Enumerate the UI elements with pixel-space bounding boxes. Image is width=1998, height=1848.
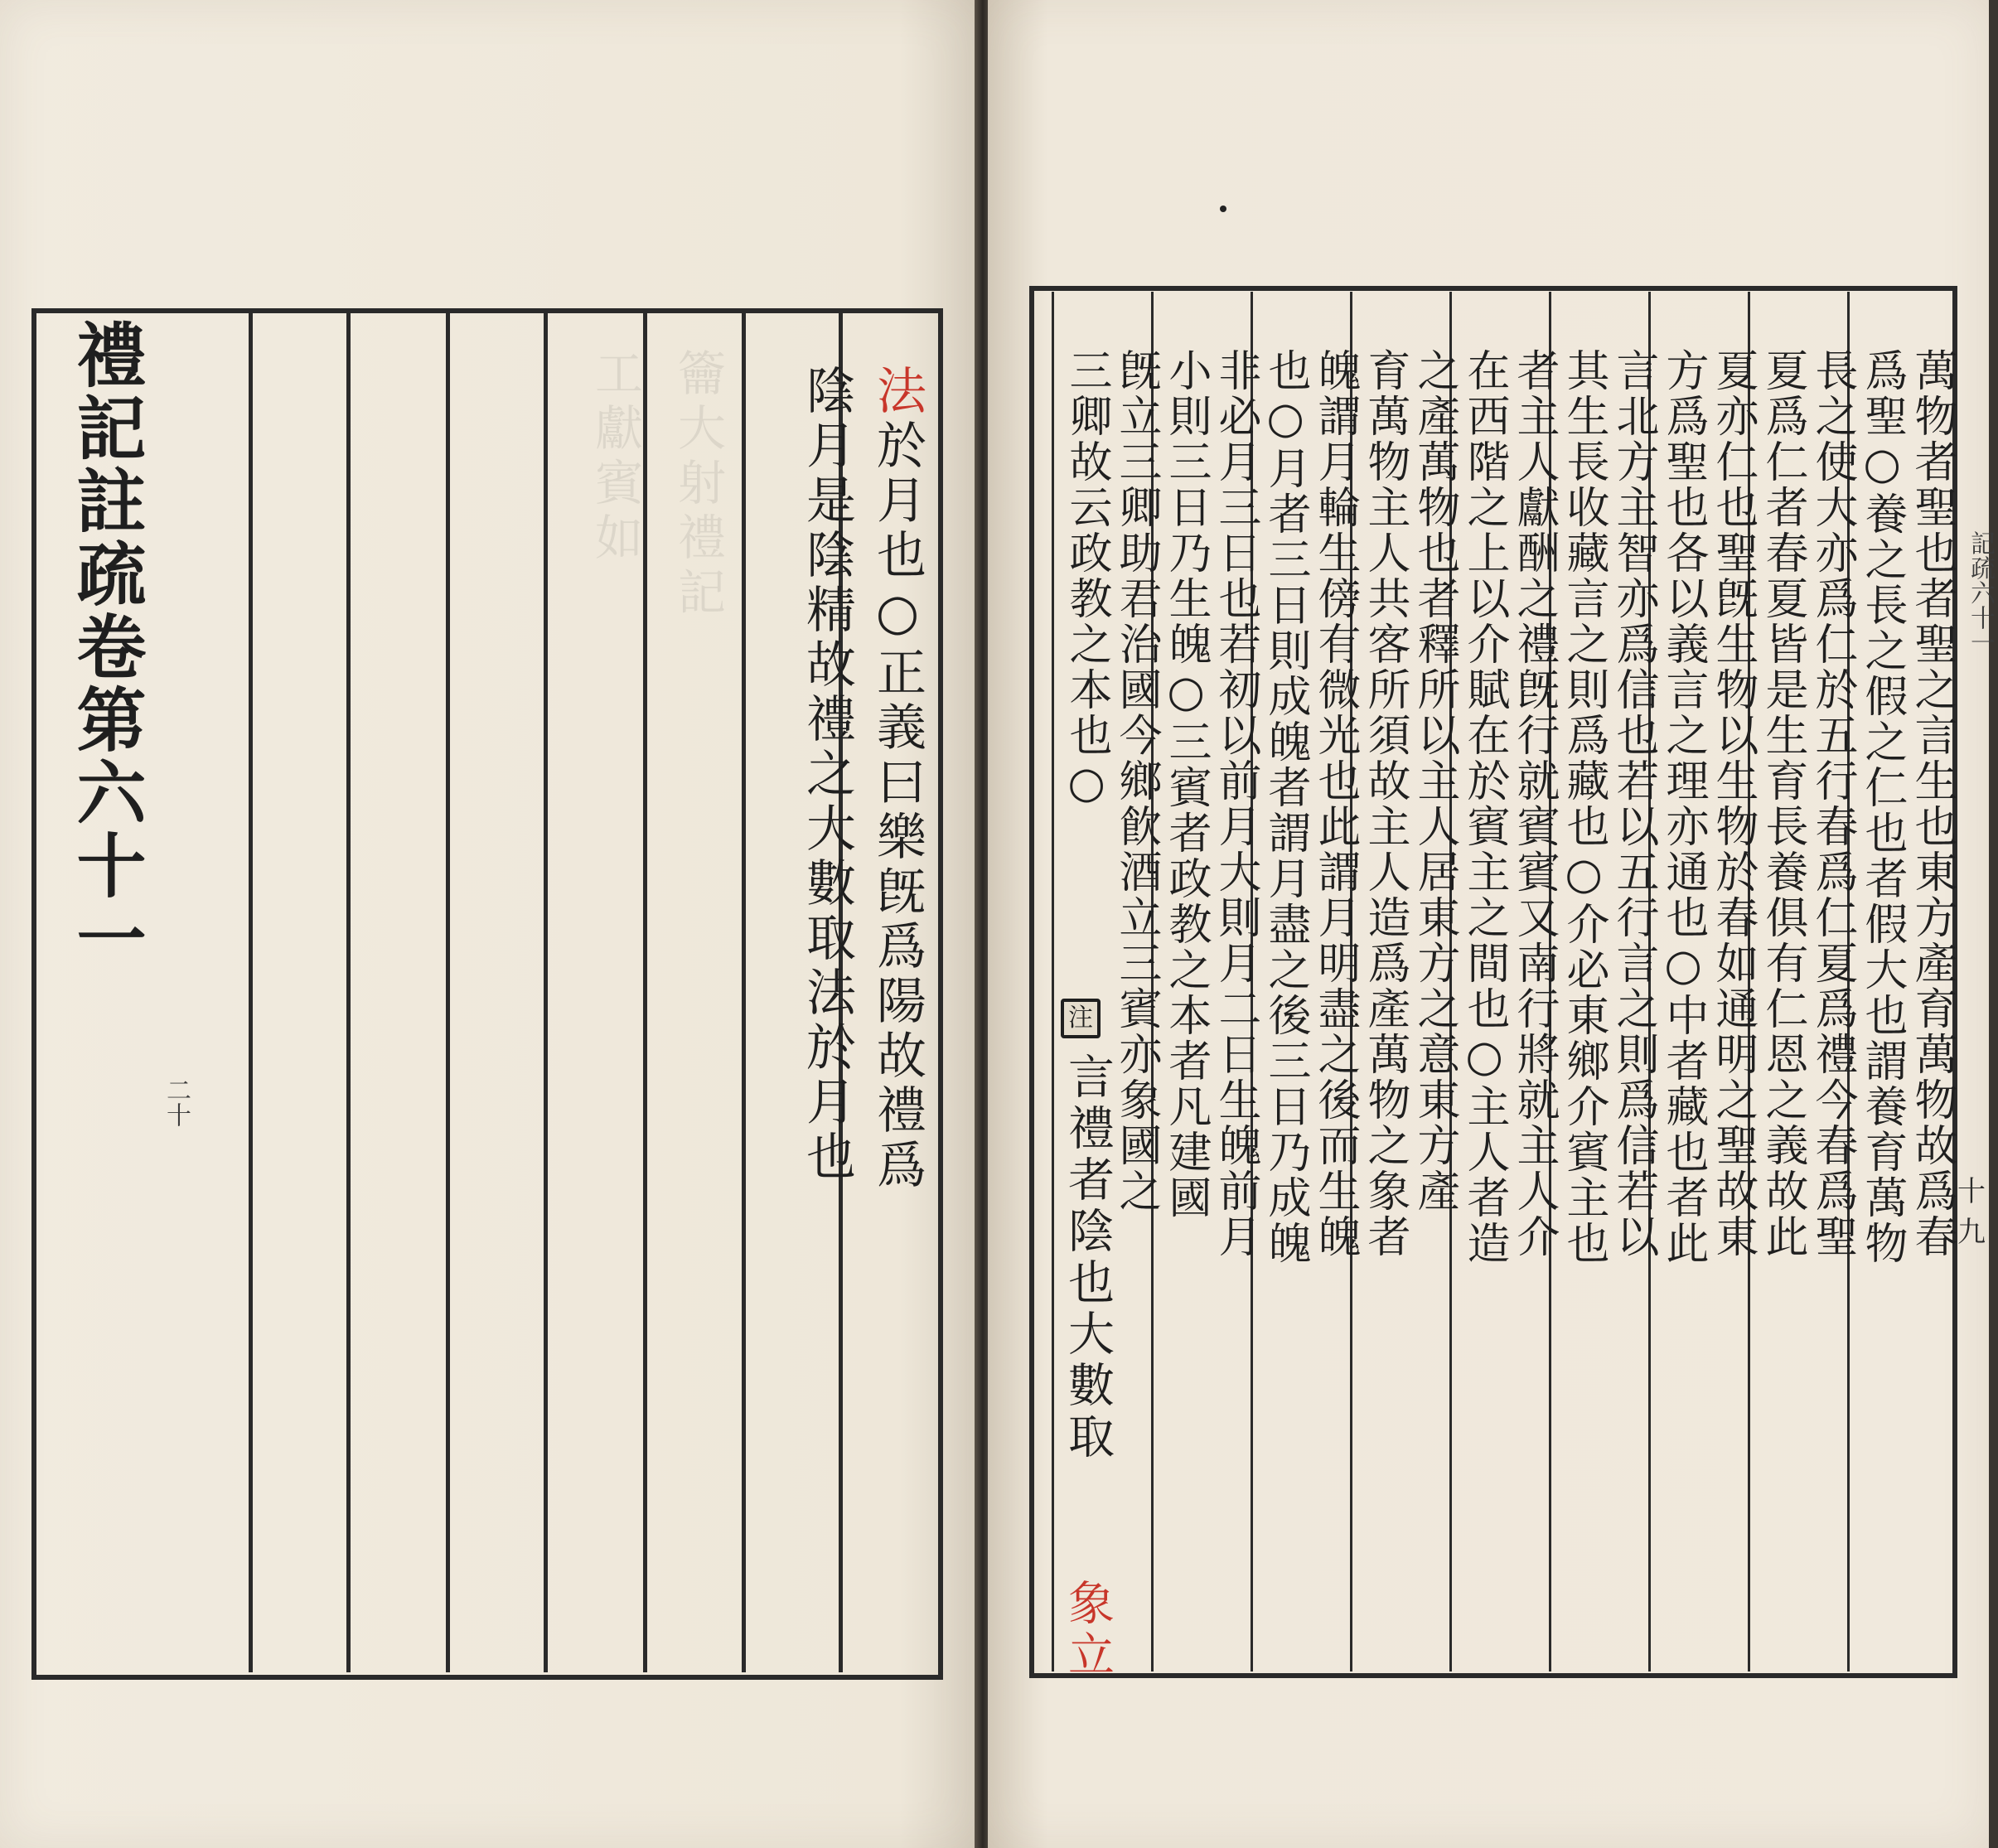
note-column: 言禮者陰也大數取	[1061, 1052, 1115, 1463]
text-column: 爲聖○養之長之假之仁也者假大也謂養育萬物	[1857, 348, 1907, 1266]
left-page	[0, 0, 978, 1848]
text-column: 夏爲仁者春夏皆是生育長養俱有仁恩之義故此	[1758, 348, 1807, 1260]
column-rule	[643, 313, 647, 1672]
text-column: 言北方主智亦爲信也若以五行言之則爲信若以	[1609, 348, 1658, 1260]
right-page	[988, 0, 1995, 1848]
text-column: 法於月也○正義曰樂旣爲陽故禮爲	[868, 365, 926, 1193]
text-column: 也○月者三日則成魄者謂月盡之後三日乃成魄	[1260, 348, 1310, 1266]
text-column: 在西階之上以介賦在於賓主之間也○主人者造	[1459, 348, 1509, 1266]
commentary-seal-icon: 注	[1061, 999, 1101, 1038]
text-column: 方爲聖也各以義言之理亦通也○中者藏也者此	[1658, 348, 1708, 1266]
red-annotation: 象立	[1061, 1579, 1115, 1681]
text-column: 者主人獻酬之禮旣行就賓賓又南行將就主人介	[1509, 348, 1559, 1260]
text-column: 魄謂月輪生傍有微光也此謂月明盡之後而生魄	[1310, 348, 1360, 1260]
column-rule	[249, 313, 253, 1672]
text-column: 育萬物主人共客所須故主人造爲產萬物之象者	[1360, 348, 1410, 1260]
header-label: 記疏六十一	[1966, 530, 1995, 655]
show-through-text: 工獻賓如	[587, 348, 643, 567]
show-through-text: 籥大射禮記	[670, 348, 726, 622]
left-page-number: 二十	[162, 1077, 191, 1127]
text-column: 其生長收藏言之則爲藏也○介必東鄉介賓主也	[1559, 348, 1609, 1266]
text-column: 長之使大亦爲仁於五行春爲仁夏爲禮今春爲聖	[1807, 348, 1857, 1260]
text-column: 夏亦仁也聖旣生物以生物於春如通明之聖故東	[1708, 348, 1758, 1260]
column-rule	[544, 313, 548, 1672]
text-column: 小則三日乃生魄○三賓者政教之本者凡建國	[1161, 348, 1211, 1221]
text-column: 萬物者聖也者聖之言生也東方產育萬物故爲春	[1907, 348, 1957, 1260]
right-page-number: 十九	[1957, 1175, 1986, 1249]
text-column: 陰月是陰精故禮之大數取法於月也	[798, 365, 856, 1185]
text-column: 三卿故云政教之本也○	[1062, 348, 1111, 810]
text-column: 非必月三日也若初以前月大則月二日生魄前月	[1211, 348, 1260, 1260]
column-rule	[1052, 292, 1054, 1671]
column-rule	[446, 313, 450, 1672]
text-column: 旣立三卿助君治國今鄉飮酒立三賓亦象國之	[1111, 348, 1161, 1214]
ink-dot	[1220, 206, 1226, 212]
text-column: 之產萬物也者釋所以主人居東方之意東方產	[1410, 348, 1459, 1214]
red-mark: 法	[868, 365, 926, 419]
volume-title: 禮記註疏卷第六十一	[65, 319, 148, 975]
column-rule	[346, 313, 351, 1672]
column-rule	[742, 313, 746, 1672]
